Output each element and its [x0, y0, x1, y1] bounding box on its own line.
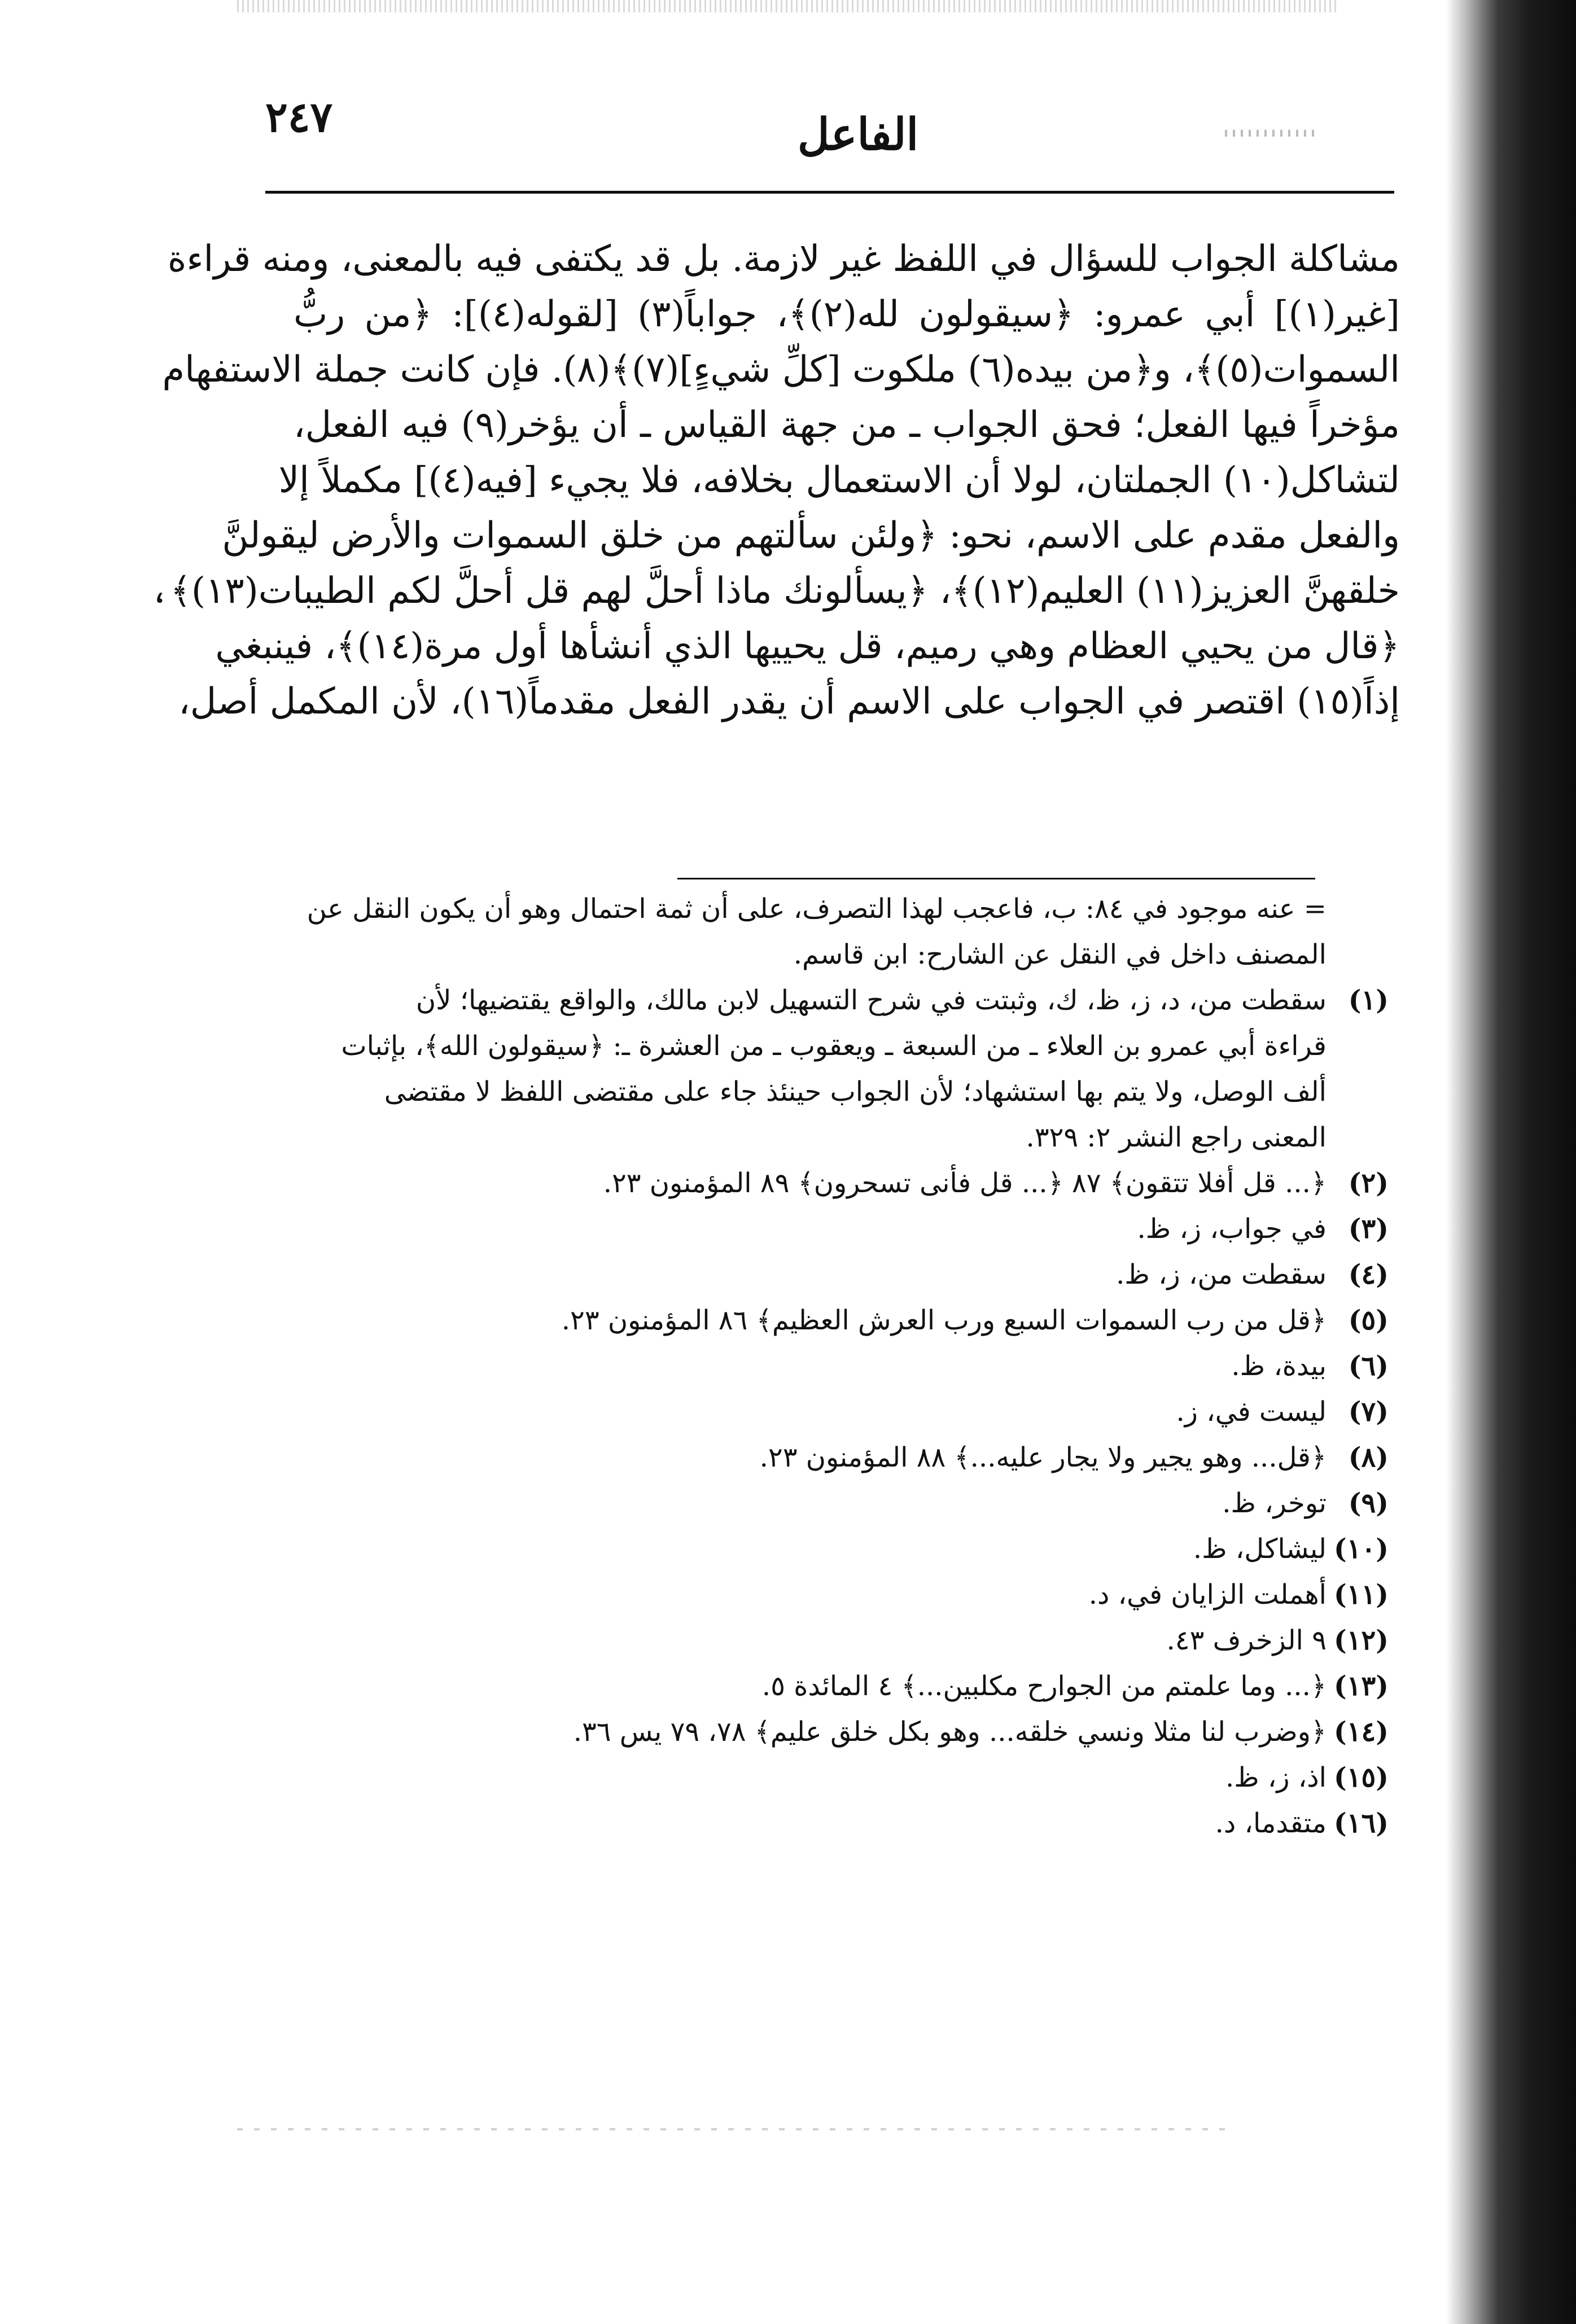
footnote-text: أهملت الزايان في، د. [1088, 1579, 1327, 1610]
footnote-text: في جواب، ز، ظ. [1137, 1213, 1327, 1245]
footnote-6 [316, 1343, 1389, 1389]
footnote-number: (١٤) [1334, 1716, 1389, 1748]
footnote-text: المعنى راجع النشر ٢: ٣٢٩. [1026, 1122, 1327, 1153]
footnote-11 [316, 1572, 1389, 1618]
footnote-4 [316, 1252, 1389, 1298]
footnote-12 [316, 1618, 1389, 1664]
footnote-8 [316, 1435, 1389, 1481]
main-text [149, 231, 1400, 729]
scan-noise-top [237, 0, 1338, 12]
footnote-text: ألف الوصل، ولا يتم بها استشهاد؛ لأن الجواب حينئذ جاء على مقتضى اللفظ لا مقتضى [384, 1076, 1327, 1108]
footnote-number: (١١) [1334, 1579, 1389, 1610]
footnote-1-line-2 [316, 1023, 1389, 1069]
main-line: والفعل مقدم على الاسم، نحو: ﴿ولئن سألتهم من خلق السموات والأرض ليقولنَّ [222, 515, 1400, 557]
footnote-text: ﴿... وما علمتم من الجوارح مكلبين...﴾ ٤ المائدة ٥. [761, 1670, 1327, 1702]
footnote-text: المصنف داخل في النقل عن الشارح: ابن قاسم. [793, 939, 1327, 970]
footnote-number: (٤) [1348, 1259, 1389, 1290]
footnote-13 [316, 1664, 1389, 1709]
footnote-2 [316, 1161, 1389, 1206]
footnote-1-line-3 [316, 1069, 1389, 1115]
main-line: لتشاكل(١٠) الجملتان، لولا أن الاستعمال بخلافه، فلا يجيء [فيه(٤)] مكملاً إلا [278, 459, 1400, 501]
main-line: إذاً(١٥) اقتصر في الجواب على الاسم أن يقدر الفعل مقدماً(١٦)، لأن المكمل أصل، [178, 681, 1400, 723]
footnote-14 [316, 1709, 1389, 1755]
footnote-number: (٦) [1348, 1350, 1389, 1382]
footnote-text: ليست في، ز. [1176, 1396, 1327, 1428]
main-line: مشاكلة الجواب للسؤال في اللفظ غير لازمة. بل قد يكتفى فيه بالمعنى، ومنه قراءة [167, 238, 1400, 280]
footnote-text: سقطت من، د، ز، ظ، ك، وثبتت في شرح التسهيل لابن مالك، والواقع يقتضيها؛ لأن [415, 984, 1327, 1016]
footnote-number: (٥) [1348, 1305, 1389, 1336]
footnote-text: ﴿قل... وهو يجير ولا يجار عليه...﴾ ٨٨ المؤمنون ٢٣. [759, 1442, 1327, 1473]
main-line: خلقهنَّ العزيز(١١) العليم(١٢)﴾، ﴿يسألونك ماذا أحلَّ لهم قل أحلَّ لكم الطيبات(١٣)﴾، [149, 570, 1400, 612]
footnote-continuation [316, 932, 1389, 978]
main-line: ﴿قال من يحيي العظام وهي رميم، قل يحييها الذي أنشأها أول مرة(١٤)﴾، فينبغي [215, 625, 1400, 667]
footnote-text: = عنه موجود في ٨٤: ب، فاعجب لهذا التصرف، على أن ثمة احتمال وهو أن يكون النقل عن [307, 893, 1327, 925]
footnote-number: (٧) [1348, 1396, 1389, 1428]
footnote-16 [316, 1801, 1389, 1846]
scan-dark-edge [1446, 0, 1576, 2324]
footnote-number: (١٠) [1334, 1533, 1389, 1565]
main-line: مؤخراً فيها الفعل؛ فحق الجواب ـ من جهة القياس ـ أن يؤخر(٩) فيه الفعل، [294, 404, 1400, 446]
scan-noise-bottom [237, 2128, 1225, 2130]
footnote-3 [316, 1206, 1389, 1252]
footnote-5 [316, 1298, 1389, 1343]
footnote-number: (٨) [1348, 1442, 1389, 1473]
main-line: [غير(١)] أبي عمرو: ﴿سيقولون لله(٢)﴾، جواباً(٣) [لقوله(٤)]: ﴿من ربُّ [294, 294, 1400, 335]
footnote-continuation [307, 886, 1389, 932]
footnote-text: اذ، ز، ظ. [1225, 1762, 1327, 1793]
footnote-number: (٣) [1348, 1213, 1389, 1245]
footnote-text: ﴿... قل أفلا تتقون﴾ ٨٧ ﴿... قل فأنى تسحرون﴾ ٨٩ المؤمنون ٢٣. [603, 1167, 1327, 1199]
footnote-number: (١٦) [1334, 1807, 1389, 1839]
footnote-text: ليشاكل، ظ. [1193, 1533, 1327, 1565]
chapter-title: الفاعل [797, 109, 919, 160]
footnote-number: (١) [1348, 984, 1389, 1016]
footnote-number: (٩) [1348, 1487, 1389, 1519]
footnotes [307, 886, 1389, 1846]
footnote-text: ﴿قل من رب السموات السبع ورب العرش العظيم﴾ ٨٦ المؤمنون ٢٣. [561, 1305, 1327, 1336]
footnote-rule [677, 878, 1315, 879]
footnote-text: توخر، ظ. [1222, 1487, 1327, 1519]
footnote-number: (١٥) [1334, 1762, 1389, 1793]
page-header [265, 93, 1394, 189]
footnote-9 [316, 1481, 1389, 1526]
header-rule [265, 191, 1394, 194]
footnote-text: بيدة، ظ. [1231, 1350, 1327, 1382]
footnote-text: متقدما، د. [1215, 1807, 1327, 1839]
footnote-1-line-4 [316, 1115, 1389, 1161]
footnote-number: (٢) [1348, 1167, 1389, 1199]
footnote-10 [316, 1526, 1389, 1572]
footnote-text: قراءة أبي عمرو بن العلاء ـ من السبعة ـ ويعقوب ـ من العشرة ـ: ﴿سيقولون الله﴾، بإثبات [341, 1030, 1327, 1062]
footnote-1 [316, 978, 1389, 1023]
footnote-text: ﴿وضرب لنا مثلا ونسي خلقه... وهو بكل خلق عليم﴾ ٧٨، ٧٩ يس ٣٦. [573, 1716, 1327, 1748]
footnote-number: (١٣) [1334, 1670, 1389, 1702]
footnote-number: (١٢) [1334, 1625, 1389, 1656]
footnote-7 [316, 1389, 1389, 1435]
footnote-15 [316, 1755, 1389, 1801]
footnote-text: ٩ الزخرف ٤٣. [1166, 1625, 1327, 1656]
main-line: السموات(٥)﴾، و﴿من بيده(٦) ملكوت [كلِّ شيءٍ](٧)﴾(٨). فإن كانت جملة الاستفهام [162, 349, 1400, 391]
page-number: ٢٤٧ [265, 93, 333, 142]
footnote-text: سقطت من، ز، ظ. [1116, 1259, 1327, 1290]
